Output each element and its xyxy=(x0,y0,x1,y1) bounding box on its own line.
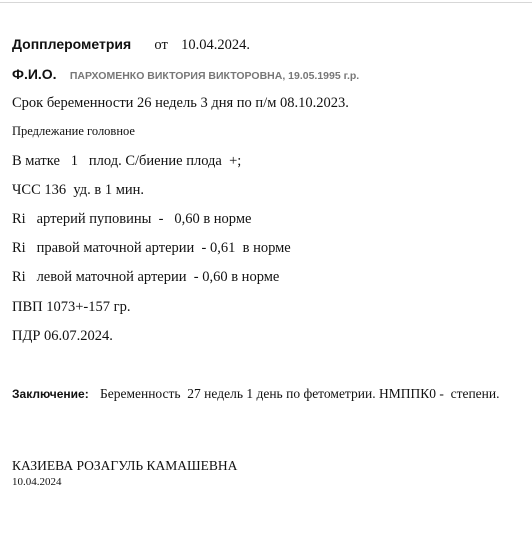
patient-label: Ф.И.О. xyxy=(12,66,57,82)
date-prefix: от xyxy=(154,37,168,53)
ri-umbilical: Ri артерий пуповины - 0,60 в норме xyxy=(12,211,252,227)
conclusion-line xyxy=(12,386,500,403)
document-date: 10.04.2024. xyxy=(181,37,250,53)
conclusion-label: Заключение: xyxy=(12,387,89,401)
due-date: ПДР 06.07.2024. xyxy=(12,328,113,344)
doctor-name: КАЗИЕВА РОЗАГУЛЬ КАМАШЕВНА xyxy=(12,458,238,473)
patient-name: ПАРХОМЕНКО ВИКТОРИЯ ВИКТОРОВНА, 19.05.1995 г.р. xyxy=(69,70,360,82)
conclusion-text: Беременность 27 недель 1 день по фетометрии. НМППК0 - степени. xyxy=(99,386,500,401)
signature-date: 10.04.2024 xyxy=(12,476,62,488)
pregnancy-term: Срок беременности 26 недель 3 дня по п/м 08.10.2023. xyxy=(12,95,349,111)
document-title: Допплерометрия xyxy=(12,36,132,52)
header-line xyxy=(12,36,250,54)
fetal-weight: ПВП 1073+-157 гр. xyxy=(12,299,131,315)
ri-right-uterine: Ri правой маточной артерии - 0,61 в норме xyxy=(12,240,291,256)
presentation: Предлежание головное xyxy=(12,124,135,138)
ri-left-uterine: Ri левой маточной артерии - 0,60 в норме xyxy=(12,269,280,285)
uterus-info: В матке 1 плод. С/биение плода +; xyxy=(12,153,242,169)
top-divider xyxy=(0,2,532,3)
heart-rate: ЧСС 136 уд. в 1 мин. xyxy=(12,182,145,198)
patient-line xyxy=(12,66,359,84)
